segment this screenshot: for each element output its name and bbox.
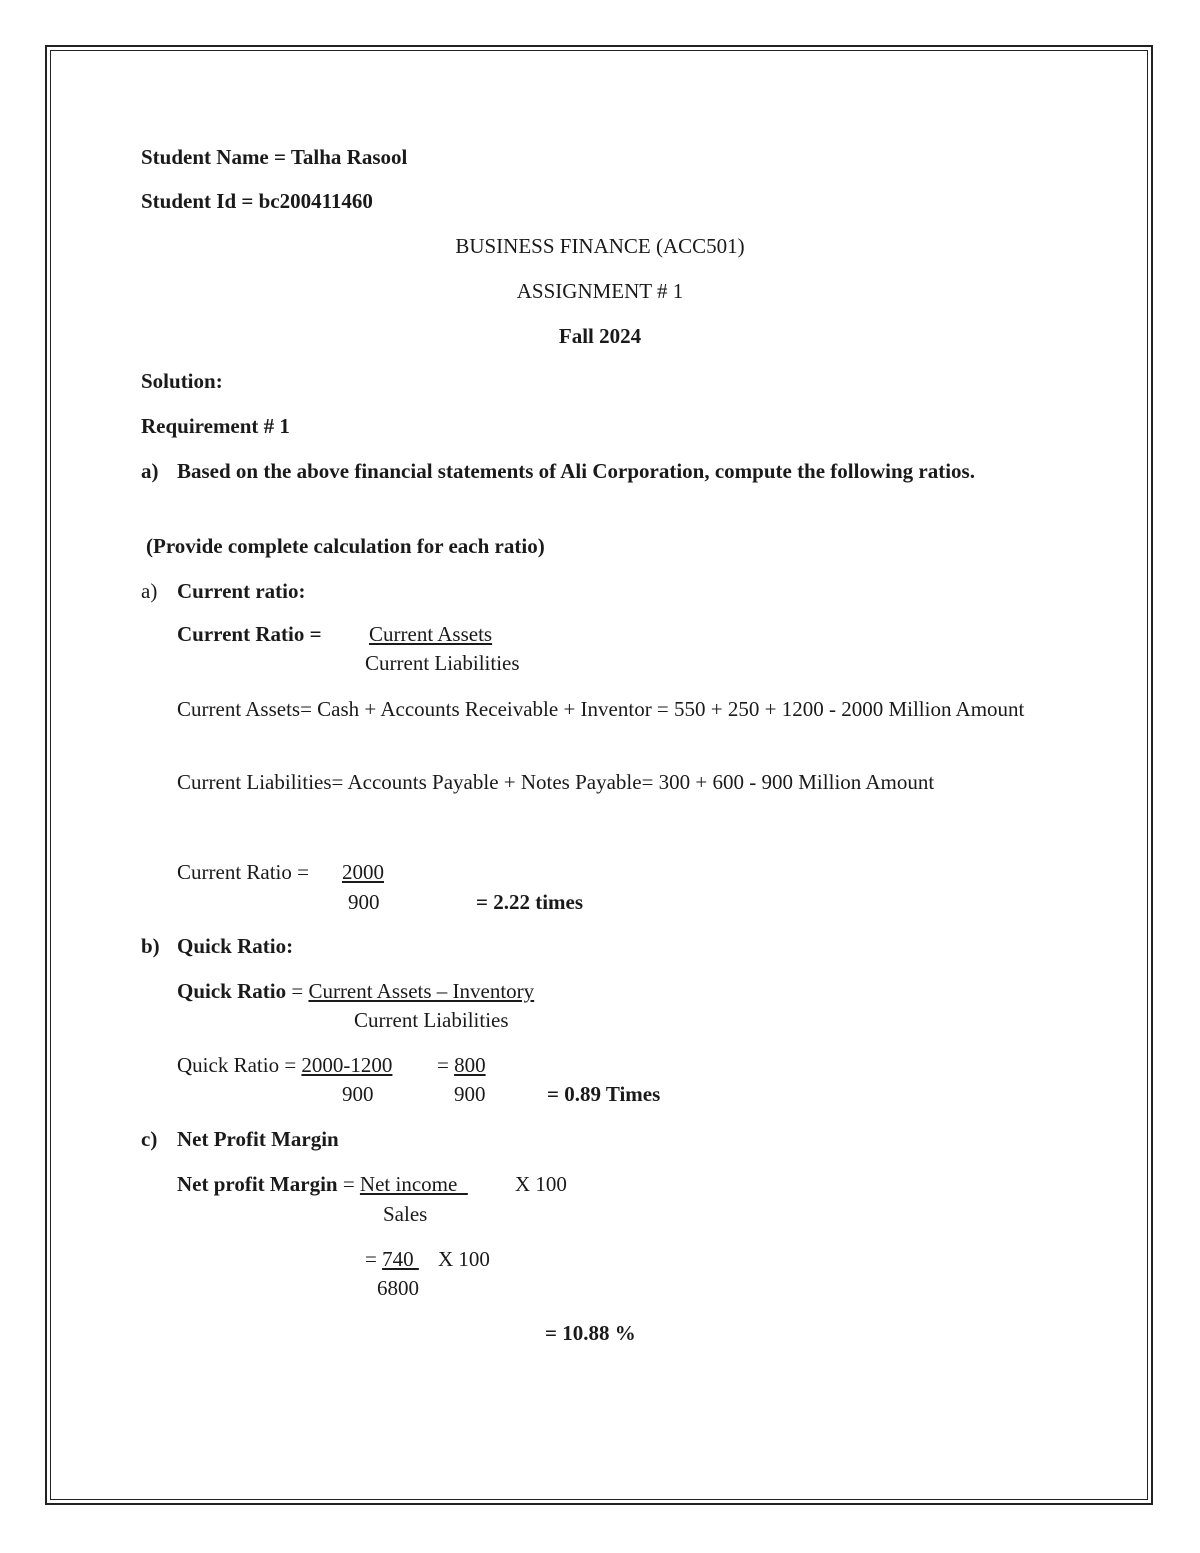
net-profit-marker: c) (141, 1127, 158, 1151)
quick-ratio-numerator: Current Assets – Inventory (308, 979, 535, 1003)
question-note: (Provide complete calculation for each ratio) (146, 534, 545, 558)
question-marker: a) (141, 459, 159, 483)
question-text: Based on the above financial statements of Ali Corporation, compute the following ratios. (177, 459, 975, 483)
current-ratio-calc-numerator: 2000 (342, 860, 384, 884)
current-ratio-numerator: Current Assets (369, 622, 493, 646)
net-profit-calc-numerator: 740 (382, 1247, 419, 1271)
requirement-heading: Requirement # 1 (141, 414, 290, 438)
net-profit-formula-label: Net profit Margin (177, 1172, 338, 1196)
quick-ratio-result: = 0.89 Times (547, 1082, 661, 1106)
net-profit-calc-equals: = (365, 1247, 383, 1271)
net-profit-heading: Net Profit Margin (177, 1127, 339, 1151)
student-id: Student Id = bc200411460 (141, 189, 373, 213)
quick-ratio-heading: Quick Ratio: (177, 934, 294, 958)
net-profit-calc-denominator: 6800 (377, 1276, 419, 1300)
quick-ratio-calc-numerator-2: 800 (454, 1053, 486, 1077)
assignment-title: ASSIGNMENT # 1 (516, 279, 684, 303)
net-profit-calc-multiplier: X 100 (438, 1247, 490, 1271)
quick-ratio-calc-denominator-2: 900 (454, 1082, 486, 1106)
net-profit-result: = 10.88 % (545, 1321, 636, 1345)
current-ratio-calc-label: Current Ratio = (177, 860, 309, 884)
current-ratio-calc-denominator: 900 (348, 890, 380, 914)
quick-ratio-marker: b) (141, 934, 160, 958)
net-profit-numerator: Net income (359, 1172, 468, 1196)
current-liabilities-calculation: Current Liabilities= Accounts Payable + Notes Payable= 300 + 600 - 900 Million Amount (177, 770, 935, 794)
current-ratio-result: = 2.22 times (476, 890, 584, 914)
current-ratio-formula-label: Current Ratio = (177, 622, 322, 646)
term-title: Fall 2024 (558, 324, 642, 348)
quick-ratio-calc-numerator-1: 2000-1200 (301, 1053, 393, 1077)
current-ratio-marker: a) (141, 579, 158, 603)
net-profit-formula-equals: = (337, 1172, 360, 1196)
solution-label: Solution: (141, 369, 223, 393)
net-profit-denominator: Sales (383, 1202, 428, 1226)
quick-ratio-calc-denominator-1: 900 (342, 1082, 374, 1106)
quick-ratio-denominator: Current Liabilities (354, 1008, 509, 1032)
current-ratio-heading: Current ratio: (177, 579, 306, 603)
quick-ratio-calc-equals: = (437, 1053, 455, 1077)
quick-ratio-formula-equals: = (286, 979, 309, 1003)
student-name: Student Name = Talha Rasool (141, 145, 408, 169)
quick-ratio-formula-label: Quick Ratio (177, 979, 287, 1003)
net-profit-multiplier: X 100 (515, 1172, 567, 1196)
course-title: BUSINESS FINANCE (ACC501) (455, 234, 745, 258)
current-assets-calculation: Current Assets= Cash + Accounts Receivable + Inventor = 550 + 250 + 1200 - 2000 Million Amount (177, 697, 1025, 721)
quick-ratio-calc-label: Quick Ratio = (177, 1053, 302, 1077)
current-ratio-denominator: Current Liabilities (365, 651, 520, 675)
